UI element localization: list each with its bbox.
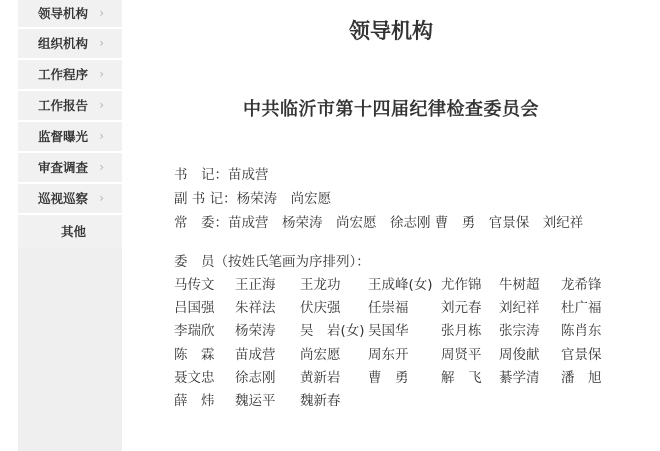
member-name: 杜广福 — [561, 300, 602, 317]
chevron-right-icon: › — [99, 160, 104, 174]
sidebar-item-other[interactable] — [18, 215, 122, 248]
member-name-list — [174, 275, 654, 414]
chevron-right-icon: › — [99, 67, 104, 81]
member-name: 陈肖东 — [561, 323, 602, 340]
member-row — [174, 321, 654, 344]
member-name: 綦学清 — [499, 369, 540, 386]
chevron-right-icon: › — [99, 129, 104, 143]
member-name: 解 飞 — [441, 369, 482, 386]
member-name: 苗成营 — [235, 346, 276, 363]
sidebar-item-label: 领导机构 — [37, 6, 88, 21]
sidebar-item-label: 工作程序 — [37, 67, 88, 82]
member-name: 曹 勇 — [368, 369, 409, 386]
page-title: 领导机构 — [349, 19, 433, 43]
sidebar-nav — [18, 0, 122, 451]
members-heading: 委 员（按姓氏笔画为序排列）： — [174, 254, 370, 270]
member-name: 尤作锦 — [441, 277, 482, 293]
sidebar-item-label: 巡视巡察 — [37, 191, 88, 206]
secretary-line: 书 记：苗成营 — [174, 167, 269, 183]
member-name: 聂文忠 — [174, 369, 215, 386]
member-row — [174, 368, 654, 391]
member-name: 张宗涛 — [499, 323, 540, 340]
member-row — [174, 391, 654, 414]
standing-committee-line: 常 委：苗成营 杨荣涛 尚宏愿 徐志刚 曹 勇 官景保 刘纪祥 — [174, 215, 584, 231]
member-name: 陈 霖 — [174, 346, 215, 363]
member-name: 吕国强 — [174, 300, 215, 317]
member-name: 吴国华 — [368, 323, 409, 340]
deputy-secretaries-line: 副 书 记：杨荣涛 尚宏愿 — [174, 191, 332, 207]
member-name: 刘纪祥 — [499, 300, 540, 317]
sidebar-item-exposure[interactable] — [18, 122, 122, 153]
member-name: 龙希锋 — [561, 277, 602, 293]
member-name: 杨荣涛 — [235, 323, 276, 340]
member-name: 李瑞欣 — [174, 323, 215, 340]
member-name: 王龙功 — [300, 277, 341, 293]
member-name: 牛树超 — [499, 277, 540, 293]
member-name: 王成峰(女) — [368, 277, 433, 293]
chevron-right-icon: › — [99, 191, 104, 205]
sidebar-item-reports[interactable] — [18, 91, 122, 122]
member-name: 吴 岩(女) — [300, 323, 365, 340]
member-name: 周俊献 — [499, 346, 540, 363]
sidebar-item-label: 其他 — [60, 224, 86, 239]
sidebar-item-procedures[interactable] — [18, 60, 122, 91]
sidebar-item-leadership[interactable] — [18, 0, 122, 29]
member-name: 王正海 — [235, 277, 276, 293]
chevron-right-icon: › — [99, 6, 104, 20]
sidebar-item-investigation[interactable] — [18, 153, 122, 184]
member-name: 官景保 — [561, 346, 602, 363]
member-name: 任崇福 — [368, 300, 409, 317]
sidebar-item-label: 监督曝光 — [37, 129, 88, 144]
chevron-right-icon: › — [99, 36, 104, 50]
sidebar-item-label: 工作报告 — [37, 98, 88, 113]
sidebar-item-organization[interactable] — [18, 29, 122, 60]
member-name: 黄新岩 — [300, 369, 341, 386]
member-name: 尚宏愿 — [300, 346, 341, 363]
member-name: 朱祥法 — [235, 300, 276, 317]
sidebar-item-inspection[interactable] — [18, 184, 122, 215]
member-name: 周贤平 — [441, 346, 482, 363]
member-name: 伏庆强 — [300, 300, 341, 317]
member-row — [174, 298, 654, 321]
chevron-right-icon: › — [99, 98, 104, 112]
member-name: 薛 炜 — [174, 392, 215, 409]
sidebar-item-label: 审查调查 — [37, 160, 88, 175]
member-name: 魏运平 — [235, 392, 276, 409]
member-name: 魏新春 — [300, 392, 341, 409]
member-row — [174, 275, 654, 298]
member-name: 潘 旭 — [561, 369, 602, 386]
member-row — [174, 345, 654, 368]
main-content — [122, 0, 660, 451]
member-name: 周东开 — [368, 346, 409, 363]
sidebar-item-label: 组织机构 — [37, 36, 88, 51]
member-name: 张月栋 — [441, 323, 482, 340]
member-name: 马传文 — [174, 277, 215, 293]
member-name: 徐志刚 — [235, 369, 276, 386]
member-name: 刘元春 — [441, 300, 482, 317]
committee-title: 中共临沂市第十四届纪律检查委员会 — [243, 99, 539, 120]
